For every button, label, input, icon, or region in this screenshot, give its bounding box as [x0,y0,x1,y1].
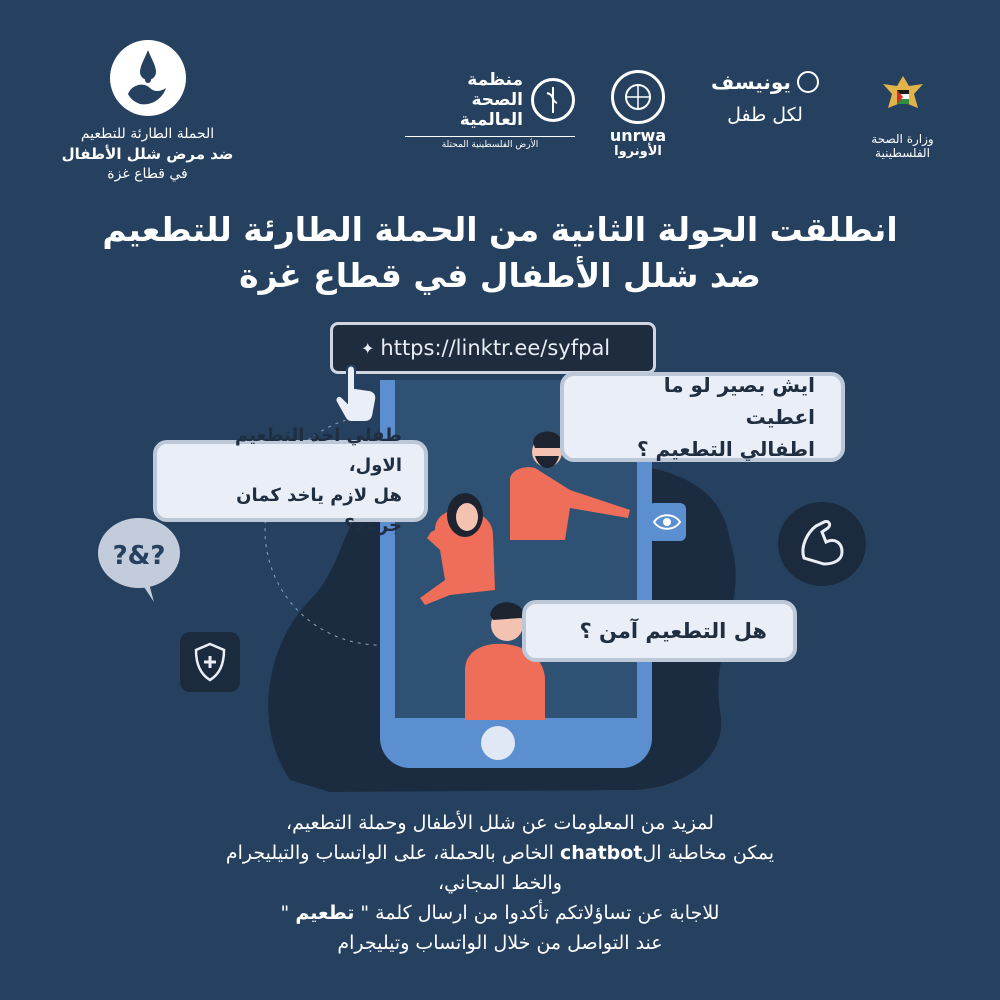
info-line2-bold: chatbot [559,842,643,864]
moh-name: وزارة الصحة الفلسطينية [871,132,934,160]
who-sub: الأرض الفلسطينية المحتلة [405,136,575,150]
who-emblem-icon [531,78,575,122]
bubble-2-line1: طفلي اخد التطعيم الاول، [235,425,402,476]
info-text [200,808,800,958]
headline-line2: ضد شلل الأطفال في قطاع غزة [239,256,761,295]
eye-icon [648,503,686,541]
bubble-1-line2: اطفالي التطعيم ؟ [636,437,815,461]
svg-text:?&?: ?&? [112,541,166,571]
polio-drop-logo-icon [110,40,186,116]
campaign-logo-line2: ضد مرض شلل الأطفال [61,145,234,163]
who-name-line2: الصحة العالمية [459,90,523,130]
info-line3-bold: تطعيم [295,902,355,924]
info-line3 [200,898,800,928]
muscle-arm-icon [778,502,866,586]
info-line4: عند التواصل من خلال الواتساب وتيليجرام [337,932,663,954]
campaign-logo-line1: الحملة الطارئة للتطعيم [80,126,215,142]
un-emblem-icon [611,70,665,124]
speech-bubble-3 [522,600,797,662]
bubble-2-line2: هل لازم ياخد كمان جرعه؟ [236,485,402,536]
unicef-logo [700,70,830,126]
headline [50,207,950,299]
info-line3-post: " [280,902,290,924]
sparkle-icon: ✦ [361,338,375,358]
speech-bubble-1 [560,372,845,462]
question-chat-icon [98,518,180,588]
campaign-logo-line3: في قطاع غزة [107,166,188,182]
people-illustration [395,420,655,720]
shield-plus-icon [180,632,240,692]
info-line2-pre: يمكن مخاطبة ال [642,842,775,864]
phone-home-button [481,726,515,760]
bubble-3-text: هل التطعيم آمن ؟ [579,619,767,643]
unrwa-latin: unrwa [609,126,667,145]
unicef-emblem-icon [797,71,819,93]
url-text: https://linktr.ee/syfpal [380,336,611,360]
who-name-line1: منظمة [467,70,523,90]
unrwa-arabic: الأونروا [614,144,662,159]
campaign-logo [60,40,235,184]
info-line2 [200,838,800,898]
headline-line1: انطلقت الجولة الثانية من الحملة الطارئة للتطعيم [102,210,898,249]
speech-bubble-2 [153,425,428,536]
unrwa-logo [598,70,678,160]
cursor-hand-icon [333,362,379,428]
unicef-name: يونيسف [711,70,791,94]
info-line3-pre: للاجابة عن تساؤلاتكم تأكدوا من ارسال كلمة " [360,902,720,924]
who-logo [405,70,575,150]
eagle-emblem-icon [878,70,928,120]
moh-logo [845,70,960,160]
bubble-1-line1: ايش بصير لو ما اعطيت [663,373,815,429]
info-line1: لمزيد من المعلومات عن شلل الأطفال وحملة التطعيم، [286,812,714,834]
unicef-tagline: لكل طفل [727,104,803,126]
info-line2-post: الخاص بالحملة، على الواتساب والتيليجرام والخط المجاني، [225,842,562,894]
